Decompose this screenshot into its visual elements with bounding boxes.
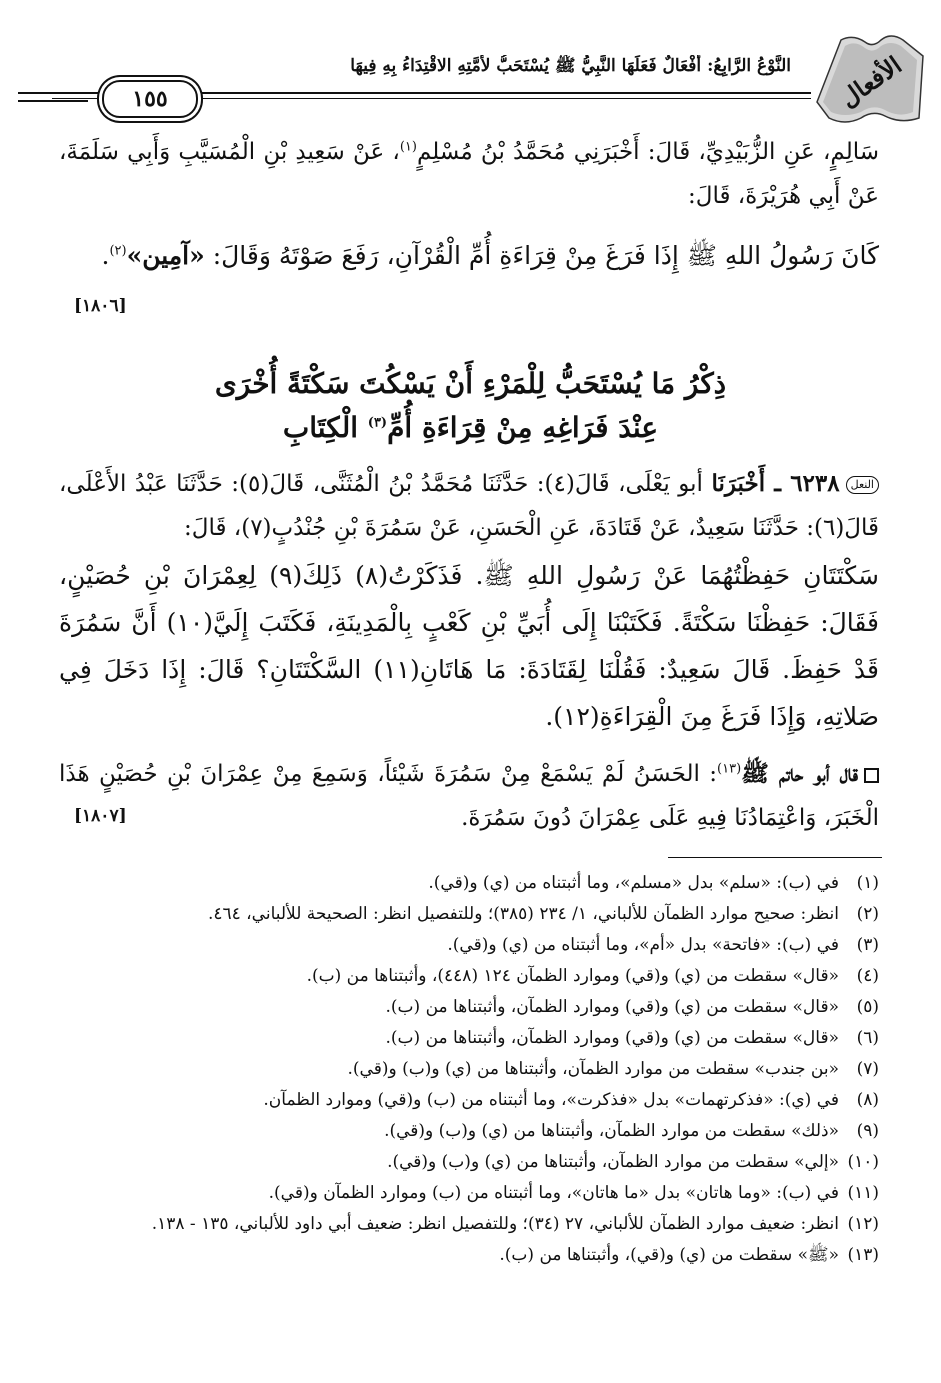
opening-line-1b: ، عَنْ سَعِيدِ بْنِ الْمُسَيَّبِ وَأَبِي سَلَمَةَ، — [59, 139, 400, 165]
hadith-1-amin: «آمِين» — [126, 241, 205, 270]
footnote — [59, 1054, 879, 1085]
footnote — [59, 930, 879, 961]
footnote-text: «ﷺ» سقطت من (ي) و(قي)، وأثبتناها من (ب). — [499, 1245, 839, 1265]
comment-text: : الحَسَنُ لَمْ يَسْمَعْ مِنْ سَمُرَةَ شَيْئاً، وَسَمِعَ مِنْ عِمْرَانَ بْنِ حُصَيْنٍ هَذَا الْخَبَرَ، وَاعْتِمَادُنَا فِيهِ عَلَى عِمْرَانَ دُونَ سَمُرَةَ. — [59, 761, 879, 831]
opening-isnad — [59, 130, 879, 218]
badge-label: الأفعال — [834, 50, 907, 114]
section-title-line-1: ذِكْرُ مَا يُسْتَحَبُّ لِلْمَرْءِ أَنْ يَسْكُتَ سَكْتَةً أُخْرَى — [214, 367, 727, 400]
running-header — [141, 55, 791, 80]
footnote-text: «قال» سقطت من (ي) و(قي) وموارد الظمآن ١٢٤ (٤٤٨)، وأثبتناها من (ب). — [306, 966, 839, 986]
footnote-text: «ذلك» سقطت من موارد الظمآن، وأثبتناها من (ي) و(ب) و(قي). — [384, 1121, 839, 1141]
footnote-number: (١٠) — [847, 1152, 879, 1172]
footnote-number: (٨) — [856, 1090, 879, 1110]
footnote-number: (٣) — [856, 935, 879, 955]
footnote-number: (١) — [856, 873, 879, 893]
footnote-text: انظر: صحيح موارد الظمآن للألباني، ١/ ٢٣٤ (٣٨٥)؛ وللتفصيل انظر: الصحيحة للألباني، ٤٦٤. — [207, 904, 839, 924]
hadith-reference-1: [١٨٠٦] — [74, 296, 127, 316]
footnote — [59, 1085, 879, 1116]
footnote-number: (٦) — [856, 1028, 879, 1048]
footnote — [59, 1116, 879, 1147]
footnote-number: (٥) — [856, 997, 879, 1017]
footnote-ref: (٢) — [109, 243, 127, 259]
footnote-number: (٤) — [856, 966, 879, 986]
hadith-text-1 — [59, 232, 879, 279]
section-title — [62, 362, 879, 450]
hadith-2-lead: ـ أَخْبَرَنَا — [711, 470, 791, 497]
footnote — [59, 1240, 879, 1271]
page-number-ornament — [18, 92, 88, 102]
footnotes — [59, 868, 879, 1271]
footnote-number: (٢) — [856, 904, 879, 924]
running-header-title: أَفْعَالٌ فَعَلَهَا النَّبِيُّ ﷺ يُسْتَحَبُّ لأُمَّتِهِ الاقْتِدَاءُ بِهِ فِيهَا — [350, 56, 702, 76]
square-icon — [864, 768, 879, 783]
opening-line-2: عَنْ أَبِي هُرَيْرَةَ، قَالَ: — [688, 183, 879, 209]
opening-line-1: سَالِمٍ، عَنِ الزُّبَيْدِيِّ، قَالَ: أَخْبَرَنِي مُحَمَّدُ بْنُ مُسْلِمٍ — [416, 139, 879, 165]
footnote-text: انظر: ضعيف موارد الظمآن للألباني، ٢٧ (٣٤)؛ وللتفصيل انظر: ضعيف أبي داود للألباني، ١٣٥ - ١٣٨. — [151, 1214, 839, 1234]
hadith-1-end: . — [101, 241, 110, 270]
chapter-corner-badge — [809, 32, 927, 126]
footnote — [59, 961, 879, 992]
footnote-text: في (ب): «فاتحة» بدل «أم»، وما أثبتناه من (ي) و(قي). — [447, 935, 839, 955]
footnote-separator — [668, 857, 882, 858]
footnote-text: في (ب): «وما هاتان» بدل «ما هاتان»، وما أثبتناه من (ب) وموارد الظمآن و(قي). — [268, 1183, 839, 1203]
footnote-ref: (١٣) — [717, 761, 742, 777]
hadith-number: ٦٢٣٨ — [790, 470, 840, 497]
hadith-2-isnad — [59, 462, 879, 550]
hadith-2-matn: سَكْتَتَانِ حَفِظْتُهُمَا عَنْ رَسُولِ اللهِ ﷺ. فَذَكَرْتُ(٨) ذَلِكَ(٩) لِعِمْرَانَ بْنِ حُصَيْنٍ، فَقَالَ: حَفِظْنَا سَكْتَةً. فَكَتَبْنَا إِلَى أُبَيِّ بْنِ كَعْبٍ بِالْمَدِينَةِ، فَكَتَبَ إِلَيَّ(١٠) أَنَّ سَمُرَةَ قَدْ حَفِظَ. قَالَ سَعِيدٌ: فَقُلْنَا لِقَتَادَةَ: مَا هَاتَانِ(١١) السَّكْتَتَانِ؟ قَالَ: إِذَا دَخَلَ فِي صَلاتِهِ، وَإِذَا فَرَغَ مِنَ الْقِرَاءَةِ(١٢). — [59, 561, 880, 731]
footnote — [59, 1178, 879, 1209]
hadith-reference-2: [١٨٠٧] — [74, 806, 127, 826]
footnote-text: «بن جندب» سقطت من موارد الظمآن، وأثبتناها من (ي) و(ب) و(قي). — [347, 1059, 839, 1079]
hadith-2-isnad-text: أبو يَعْلَى، قَالَ(٤): حَدَّثَنَا مُحَمَّدُ بْنُ الْمُثَنَّى، قَالَ(٥): حَدَّثَنَا عَبْدُ الأَعْلَى، قَالَ(٦): حَدَّثَنَا سَعِيدٌ، عَنْ قَتَادَةَ، عَنِ الْحَسَنِ، عَنْ سَمُرَةَ بْنِ جُنْدُبٍ(٧)، قَالَ: — [59, 471, 879, 541]
hadith-text-2 — [59, 552, 879, 740]
section-title-line-2b: الْكِتَابِ — [282, 411, 368, 444]
narrator-badge: النعل — [846, 476, 879, 494]
footnote-text: «قال» سقطت من (ي) و(قي) وموارد الظمآن، وأثبتناها من (ب). — [385, 1028, 839, 1048]
footnote-number: (١١) — [847, 1183, 879, 1203]
footnote — [59, 1147, 879, 1178]
footnote — [59, 899, 879, 930]
footnote — [59, 868, 879, 899]
footnote-ref: (٣) — [367, 415, 388, 431]
page-number: ١٥٥ — [102, 80, 198, 118]
footnote-number: (٧) — [856, 1059, 879, 1079]
running-header-lead: النَّوْعُ الرَّابِعُ: — [707, 56, 791, 76]
footnote-ref: (١) — [399, 139, 417, 155]
footnote — [59, 1023, 879, 1054]
section-title-line-2a: عِنْدَ فَرَاغِهِ مِنْ قِرَاءَةِ أُمِّ — [387, 411, 659, 444]
footnote-text: «إلي» سقطت من موارد الظمآن، وأثبتناها من (ي) و(ب) و(قي). — [387, 1152, 839, 1172]
comment-lead: قال أبو حاتم ﷺ — [741, 760, 858, 787]
footnote — [59, 1209, 879, 1240]
footnote-text: «قال» سقطت من (ي) و(قي) وموارد الظمآن، وأثبتناها من (ب). — [385, 997, 839, 1017]
footnote-number: (١٢) — [847, 1214, 879, 1234]
footnote — [59, 992, 879, 1023]
section-title-line-2 — [62, 406, 879, 450]
footnote-text: في (ي): «فذكرتهمات» بدل «فذكرت»، وما أثبتناه من (ب) و(قي) وموارد الظمآن. — [263, 1090, 839, 1110]
hadith-1-matn: كَانَ رَسُولُ اللهِ ﷺ إِذَا فَرَغَ مِنْ قِرَاءَةِ أُمِّ الْقُرْآنِ، رَفَعَ صَوْتَهُ وَقَالَ: — [212, 241, 879, 270]
footnote-number: (١٣) — [847, 1245, 879, 1265]
author-comment — [59, 752, 879, 840]
footnote-number: (٩) — [856, 1121, 879, 1141]
footnote-text: في (ب): «سلم» بدل «مسلم»، وما أثبتناه من (ي) و(قي). — [428, 873, 839, 893]
